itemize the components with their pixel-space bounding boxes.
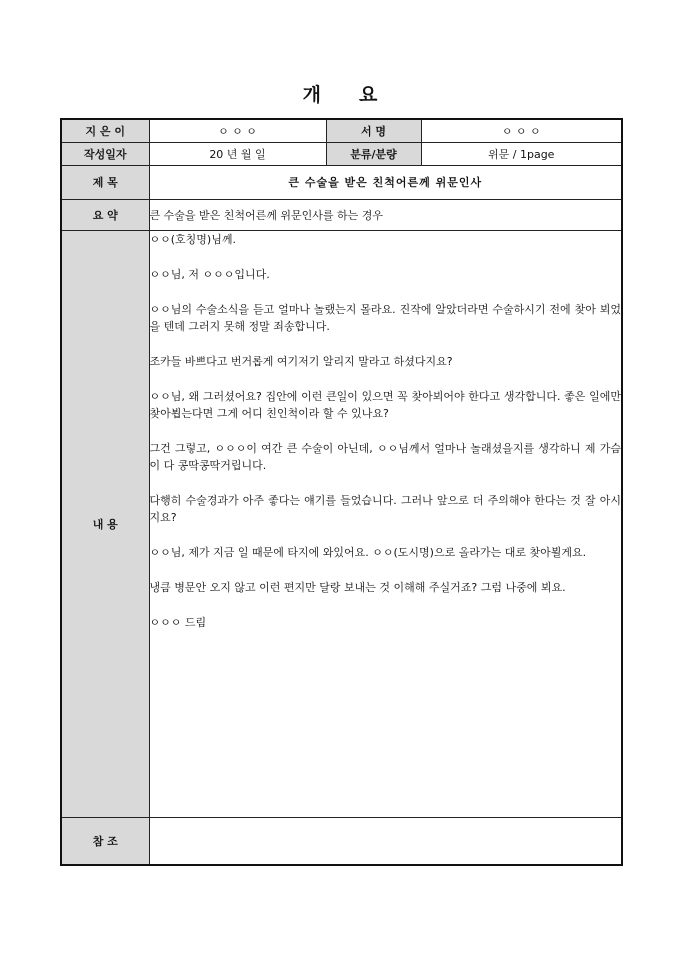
date-value[interactable]: 20 년 월 일 xyxy=(149,142,326,165)
author-row xyxy=(61,119,622,142)
date-label: 작성일자 xyxy=(61,142,149,165)
content-paragraph: ㅇㅇ(호칭명)님께. xyxy=(149,232,236,246)
page-title-right: 요 xyxy=(359,84,378,106)
content-body[interactable] xyxy=(149,230,622,817)
category-value[interactable]: 위문 / 1page xyxy=(421,142,622,165)
content-row xyxy=(61,230,622,817)
content-paragraph: ㅇㅇ님의 수술소식을 듣고 얼마나 놀랬는지 몰라요. 진작에 알았더라면 수술하시기 전에 찾아 뵈었을 텐데 그러지 못해 정말 죄송합니다. xyxy=(149,302,621,333)
summary-value[interactable]: 큰 수술을 받은 친척어른께 위문인사를 하는 경우 xyxy=(149,199,622,230)
category-label: 분류/분량 xyxy=(326,142,421,165)
content-paragraph: 다행히 수술경과가 아주 좋다는 얘기를 들었습니다. 그러나 앞으로 더 주의해야 한다는 것 잘 아시지요? xyxy=(149,493,621,524)
content-paragraph: 냉큼 병문안 오지 않고 이런 편지만 달랑 보내는 것 이해해 주실거죠? 그럼 나중에 뵈요. xyxy=(149,580,566,594)
author-label: 지 은 이 xyxy=(61,119,149,142)
content-label: 내 용 xyxy=(61,230,149,817)
content-paragraph: ㅇㅇ님, 저 ㅇㅇㅇ입니다. xyxy=(149,267,270,281)
summary-row xyxy=(61,199,622,230)
page-title xyxy=(0,80,680,107)
reference-row xyxy=(61,817,622,865)
content-paragraph: ㅇㅇ님, 제가 지금 일 때문에 타지에 와있어요. ㅇㅇ(도시명)으로 올라가는 대로 찾아뵐게요. xyxy=(149,545,587,559)
signature-label: 서 명 xyxy=(326,119,421,142)
content-paragraph: 그건 그렇고, ㅇㅇㅇ이 여간 큰 수술이 아닌데, ㅇㅇ님께서 얼마나 놀래셨을지를 생각하니 제 가슴이 다 콩딱콩딱거립니다. xyxy=(149,441,621,472)
content-paragraph: ㅇㅇㅇ 드림 xyxy=(149,615,207,629)
signature-value[interactable]: ㅇ ㅇ ㅇ xyxy=(421,119,622,142)
subject-row xyxy=(61,165,622,199)
date-row xyxy=(61,142,622,165)
content-paragraph: 조카들 바쁘다고 번거롭게 여기저기 알리지 말라고 하셨다지요? xyxy=(149,354,453,368)
reference-label: 참 조 xyxy=(61,817,149,865)
author-value[interactable]: ㅇ ㅇ ㅇ xyxy=(149,119,326,142)
reference-value[interactable] xyxy=(149,817,622,865)
overview-table xyxy=(60,118,623,866)
subject-value[interactable]: 큰 수술을 받은 친척어른께 위문인사 xyxy=(149,165,622,199)
subject-label: 제 목 xyxy=(61,165,149,199)
content-paragraph: ㅇㅇ님, 왜 그러셨어요? 집안에 이런 큰일이 있으면 꼭 찾아뵈어야 한다고 생각합니다. 좋은 일에만 찾아뵙는다면 그게 어디 친인척이라 할 수 있나요? xyxy=(149,389,621,420)
summary-label: 요 약 xyxy=(61,199,149,230)
page-title-left: 개 xyxy=(302,84,321,106)
